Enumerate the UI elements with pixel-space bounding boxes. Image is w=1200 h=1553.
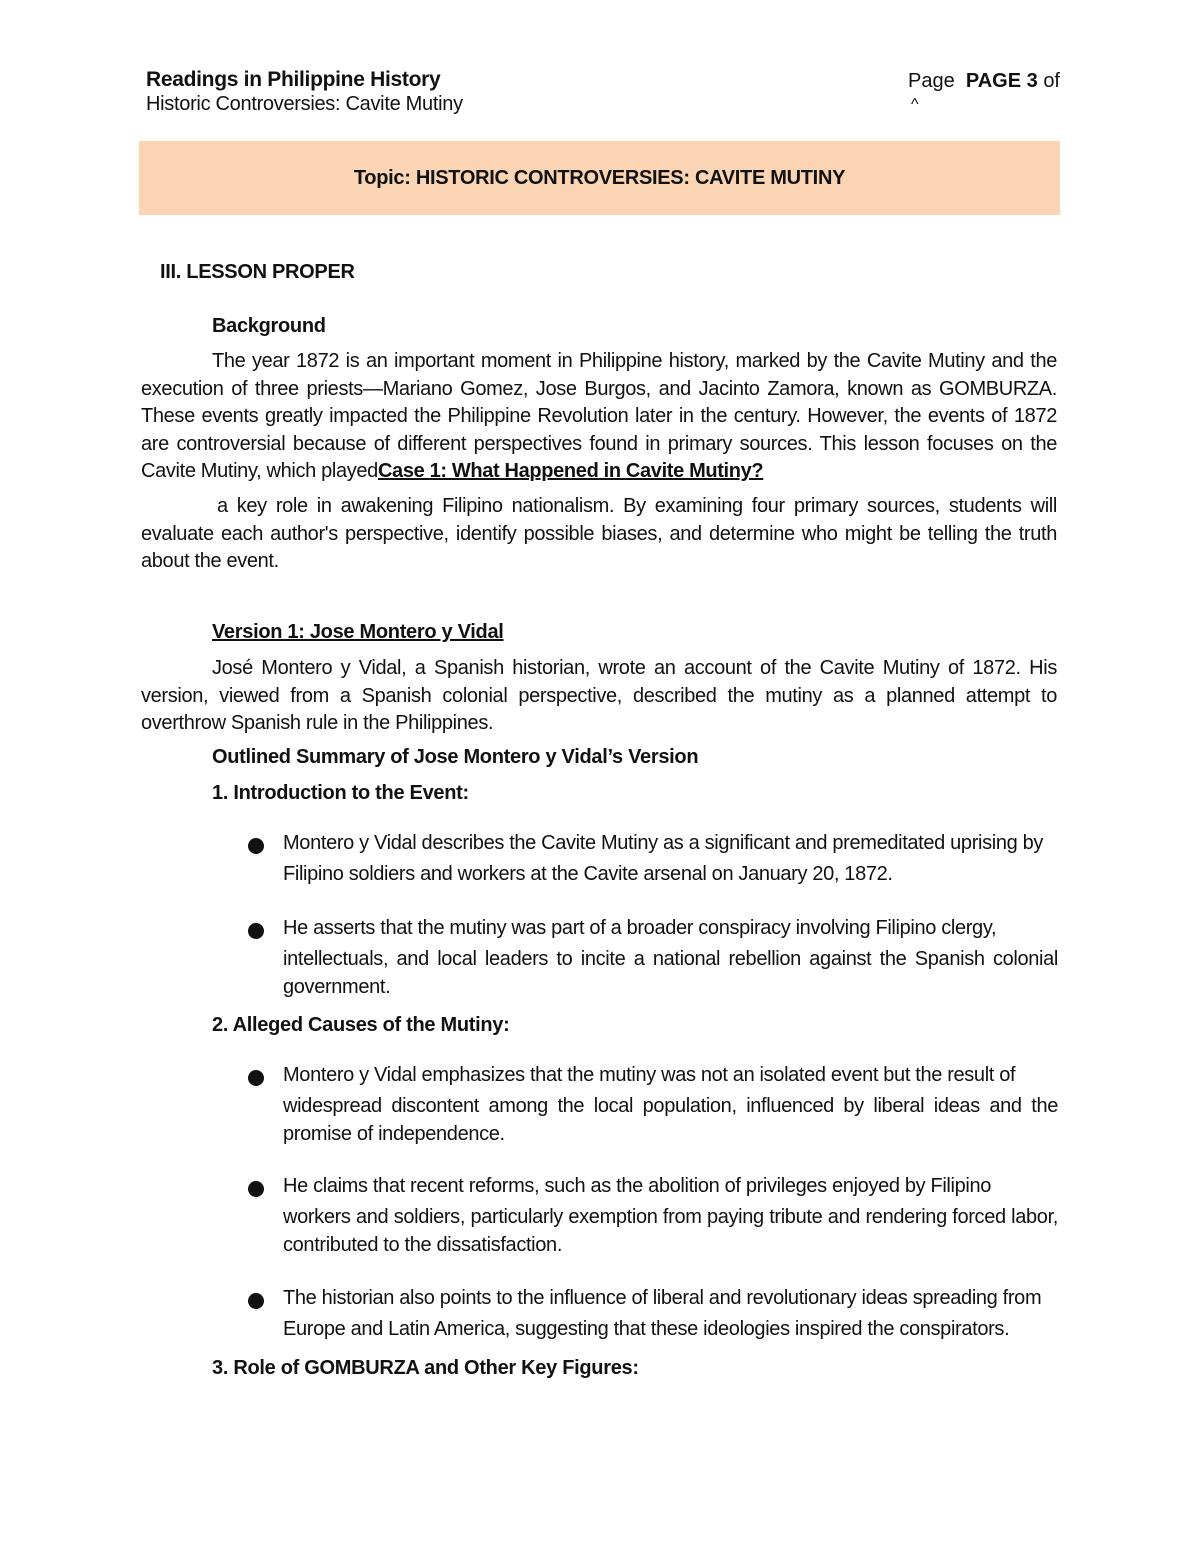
topic-title: Topic: HISTORIC CONTROVERSIES: CAVITE MUTINY [353,166,846,189]
topic-banner [139,141,1060,215]
list-item: Montero y Vidal emphasizes that the mutiny was not an isolated event but the result of widespread discontent among the local population, influenced by liberal ideas and the promise of independence. [248,1062,1058,1148]
list-item: The historian also points to the influence of liberal and revolutionary ideas spreading from Europe and Latin America, suggesting that these ideologies inspired the conspirators. [248,1285,1058,1344]
page-label: PAGE 3 [965,70,1038,92]
header-subtitle: Historic Controversies: Cavite Mutiny [146,93,463,115]
subsection-2-heading: 2. Alleged Causes of the Mutiny: [212,1014,510,1036]
list-item: He claims that recent reforms, such as the abolition of privileges enjoyed by Filipino workers and soldiers, particularly exemption from paying tribute and rendering forced labor, contributed to the dissatisfaction. [248,1173,1058,1259]
list-item: Montero y Vidal describes the Cavite Mutiny as a significant and premeditated uprising by Filipino soldiers and workers at the Cavite arsenal on January 20, 1872. [248,830,1058,889]
bullet-dot-icon [248,1181,264,1197]
subsection-1-heading: 1. Introduction to the Event: [212,782,469,804]
bullet-dot-icon [248,1070,264,1086]
bullet-dot-icon [248,923,264,939]
bullet-dot-icon [248,1293,264,1309]
subsection-3-heading: 3. Role of GOMBURZA and Other Key Figures: [212,1357,639,1379]
section-heading: III. LESSON PROPER [160,261,355,283]
page-of: of [1043,70,1060,92]
page-word: Page [908,70,955,92]
list-item: He asserts that the mutiny was part of a broader conspiracy involving Filipino clergy, intellectuals, and local leaders to incite a national rebellion against the Spanish colonial government. [248,915,1058,1001]
version1-paragraph: José Montero y Vidal, a Spanish historian, wrote an account of the Cavite Mutiny of 1872. His version, viewed from a Spanish colonial perspective, described the mutiny as a planned attempt to overthrow Spanish rule in the Philippines. [141,657,1057,734]
bullet-dot-icon [248,838,264,854]
course-title: Readings in Philippine History [146,68,441,91]
background-heading: Background [212,315,326,337]
summary-heading: Outlined Summary of Jose Montero y Vidal’s Version [212,746,699,768]
background-paragraph [141,348,1057,486]
background-paragraph-2: a key role in awakening Filipino nationalism. By examining four primary sources, students will evaluate each author's perspective, identify possible biases, and determine who might be telling the truth about the event. [141,495,1057,572]
document-header [146,68,463,116]
page-caret: ^ [911,96,919,113]
background-text: The year 1872 is an important moment in Philippine history, marked by the Cavite Mutiny and the execution of three priests—Mariano Gomez, Jose Burgos, and Jacinto Zamora, known as GOMBURZA. These events greatly impacted the Philippine Revolution later in the century. However, the events of 1872 are controversial because of different perspectives found in primary sources. This lesson focuses on the Cavite Mutiny, which played [141,350,1057,482]
version1-heading: Version 1: Jose Montero y Vidal [212,621,504,643]
case-title: Case 1: What Happened in Cavite Mutiny? [377,460,764,482]
page-number [908,70,1060,93]
